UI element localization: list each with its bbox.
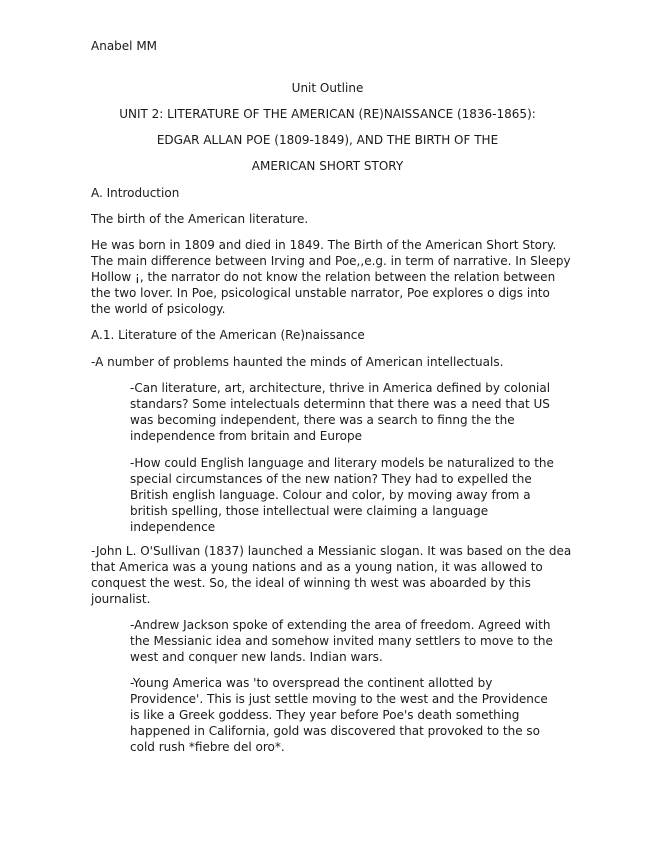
- title-line-1: UNIT 2: LITERATURE OF THE AMERICAN (RE)NAISSANCE (1836-1865):: [119, 107, 536, 121]
- title-line-2: EDGAR ALLAN POE (1809-1849), AND THE BIRTH OF THE: [156, 133, 499, 147]
- paragraph-birth-literature: The birth of the American literature.: [91, 212, 309, 226]
- paragraph-poe-born: He was born in 1809 and died in 1849. The Birth of the American Short Story. The main difference between Irving and Poe,,e.g. in term of narrative. In Sleepy Hollow ¡, the narrator do not know the relation between the relation between the two lover. In Poe, psicological unstable narrator, Poe explores o digs into the world of psicology.: [91, 238, 571, 316]
- section-heading-renaissance: A.1. Literature of the American (Re)naissance: [91, 328, 365, 342]
- author-name: Anabel MM: [91, 39, 158, 53]
- section-heading-introduction: A. Introduction: [91, 186, 180, 200]
- unit-outline-heading: Unit Outline: [291, 81, 364, 95]
- paragraph-how-could: -How could English language and literary models be naturalized to the special circumstances of the new nation? They had to expelled the British english language. Colour and color, by moving away from a british spelling, those intellectual were claiming a language independence: [130, 456, 554, 534]
- paragraph-problems: -A number of problems haunted the minds of American intellectuals.: [91, 355, 504, 369]
- title-line-3: AMERICAN SHORT STORY: [251, 159, 404, 173]
- paragraph-osullivan: -John L. O'Sullivan (1837) launched a Messianic slogan. It was based on the dea that America was a young nations and as a young nation, it was allowed to conquest the west. So, the ideal of winning th west was aboarded by this journalist.: [91, 544, 572, 606]
- paragraph-can-literature: -Can literature, art, architecture, thrive in America defined by colonial standars? Some intelectuals determinn that there was a need that US was becoming independent, there was a search to finng the the independence from britain and Europe: [130, 381, 551, 443]
- paragraph-young-america: -Young America was 'to overspread the continent allotted by Providence'. This is just settle moving to the west and the Providence is like a Greek goddess. They year before Poe's death something happened in California, gold was discovered that provoked to the so cold rush *fiebre del oro*.: [130, 676, 548, 754]
- paragraph-andrew-jackson: -Andrew Jackson spoke of extending the area of freedom. Agreed with the Messianic idea and somehow invited many settlers to move to the west and conquer new lands. Indian wars.: [130, 618, 553, 664]
